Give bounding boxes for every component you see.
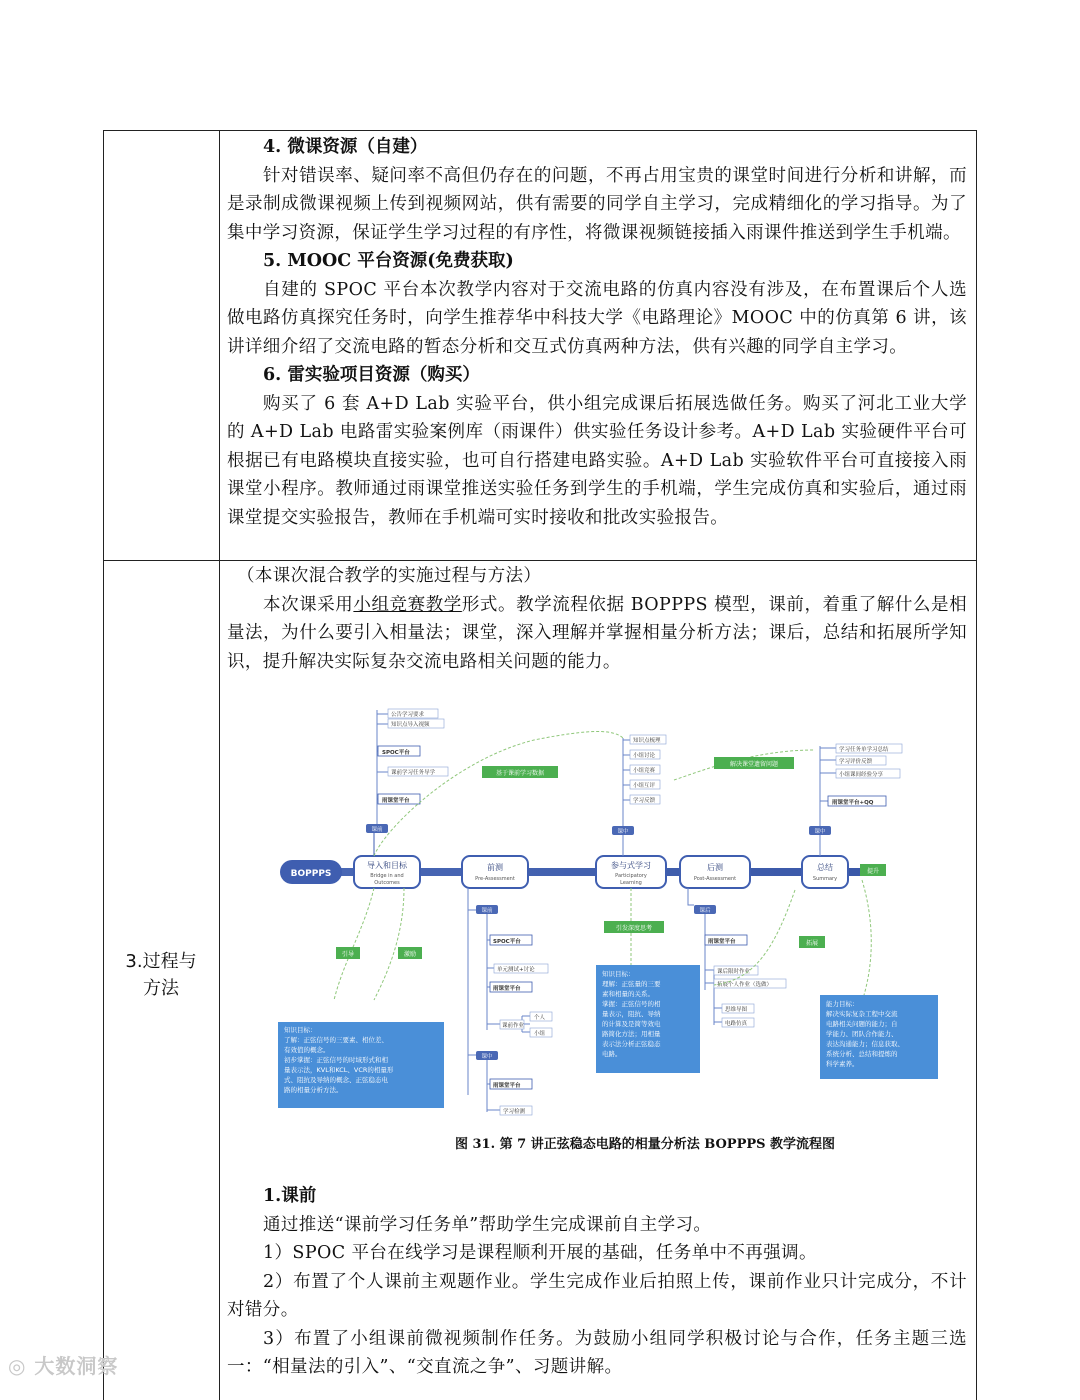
svg-text:Bridge in and: Bridge in and — [370, 873, 404, 879]
figure-caption: 图 31. 第 7 讲正弦稳态电路的相量分析法 BOPPPS 教学流程图 — [454, 1137, 836, 1152]
svg-text:Learning: Learning — [620, 880, 642, 886]
watermark — [8, 1350, 118, 1379]
process-paragraph-a: 本次课采用 — [263, 594, 354, 615]
pre-class-line-4: 3）布置了小组课前微视频制作任务。为鼓励小组同学积极讨论与合作，任务主题三选一：“相量法的引入”、“交直流之争”、习题讲解。 — [227, 1328, 967, 1377]
branch-top-5 — [809, 744, 902, 856]
heading-mooc: 5. MOOC 平台资源(免费获取) — [263, 251, 514, 271]
heading-micro-course: 4. 微课资源（自建） — [263, 137, 428, 157]
svg-text:科学素养。: 科学素养。 — [826, 1060, 859, 1068]
svg-text:课前: 课前 — [371, 827, 383, 833]
table-row-divider — [103, 560, 977, 561]
svg-text:基于课前学习数据: 基于课前学习数据 — [495, 770, 545, 777]
svg-text:导入和目标: 导入和目标 — [367, 861, 407, 870]
svg-text:个人: 个人 — [534, 1015, 546, 1021]
process-intro: （本课次混合教学的实施过程与方法） — [237, 566, 542, 586]
row-label-line2: 方法 — [143, 978, 179, 999]
svg-text:Summary: Summary — [812, 876, 838, 882]
paragraph-mooc: 自建的 SPOC 平台本次教学内容对于交流电路的仿真内容没有涉及，在布置课后个人选做电路仿真探究任务时，向学生推荐华中科技大学《电路理论》MOOC 中的仿真第 6 讲，该讲详细介绍了交流电路的暂态分析和交互式仿真两种方法，供有兴趣的同学自主学习。 — [227, 279, 967, 357]
svg-text:课中: 课中 — [814, 829, 826, 835]
svg-text:引导: 引导 — [341, 951, 355, 958]
svg-text:Participatory: Participatory — [615, 873, 647, 879]
svg-text:学习任务单学习总结: 学习任务单学习总结 — [839, 747, 889, 753]
stage-summary — [802, 856, 848, 888]
process-paragraph-b: 形式。教学流程依据 BOPPPS 模型，课前，着重了解什么是相量法，为什么要引入相量法；课堂，深入理解并掌握相量分析方法；课后，总结和拓展所学知识，提升解决实际复杂交流电路相关问题的能力。 — [227, 594, 967, 672]
svg-text:有效值的概念。: 有效值的概念。 — [284, 1046, 330, 1054]
pre-class-line-2: 1）SPOC 平台在线学习是课程顺利开展的基础，任务单中不再强调。 — [263, 1243, 817, 1263]
svg-text:表达沟通能力；信息获取、: 表达沟通能力；信息获取、 — [826, 1040, 904, 1048]
svg-text:Outcomes: Outcomes — [374, 880, 400, 886]
svg-text:解决实际复杂工程中交流: 解决实际复杂工程中交流 — [826, 1010, 898, 1018]
root-label: BOPPPS — [290, 869, 332, 879]
svg-text:系统分析、总结和提炼的: 系统分析、总结和提炼的 — [826, 1050, 898, 1058]
paragraph-lab: 购买了 6 套 A+D Lab 实验平台，供小组完成课后拓展选做任务。购买了河北工业大学的 A+D Lab 电路雷实验案例库（雨课件）供实验任务设计参考。A+D Lab 实验硬件平台可根据已有电路模块直接实验，也可自行搭建电路实验。A+D Lab 实验软件平台可直接接入雨课堂小程序。教师通过雨课堂推送实验任务到学生的手机端，学生完成仿真和实验后，通过雨课堂提交实验报告，教师在手机端可实时接收和批改实验报告。 — [227, 393, 967, 528]
svg-text:提升: 提升 — [866, 868, 880, 875]
svg-text:量表示，阻抗、导纳: 量表示，阻抗、导纳 — [602, 1010, 661, 1018]
knowledge-box-2 — [596, 965, 700, 1073]
svg-text:知识目标：: 知识目标： — [602, 970, 635, 978]
svg-text:小组互评: 小组互评 — [633, 783, 656, 789]
svg-text:总结: 总结 — [817, 863, 833, 872]
svg-text:前测: 前测 — [487, 863, 503, 872]
row-label — [103, 948, 219, 1002]
svg-text:雨课堂平台+QQ: 雨课堂平台+QQ — [832, 800, 874, 806]
svg-text:后测: 后测 — [707, 863, 723, 872]
branch-bottom-2 — [468, 888, 552, 1115]
svg-text:课后: 课后 — [699, 908, 711, 914]
watermark-text: 大数洞察 — [34, 1354, 119, 1378]
svg-text:解决课堂遗留问题: 解决课堂遗留问题 — [729, 761, 779, 768]
svg-text:电路相关问题的能力；自: 电路相关问题的能力；自 — [826, 1020, 898, 1028]
svg-text:思维导图: 思维导图 — [725, 1007, 748, 1013]
svg-text:知识点导入视频: 知识点导入视频 — [391, 722, 430, 728]
svg-text:小组讨论: 小组讨论 — [633, 753, 656, 759]
table-border-right — [976, 130, 977, 1400]
svg-text:学习检测: 学习检测 — [503, 1109, 526, 1115]
heading-lab: 6. 雷实验项目资源（购买） — [263, 365, 480, 385]
svg-text:单元测试+讨论: 单元测试+讨论 — [497, 967, 535, 973]
svg-text:拓展: 拓展 — [805, 940, 819, 947]
svg-text:Post-Assessment: Post-Assessment — [693, 876, 737, 882]
svg-text:拓展个人作业（选做）: 拓展个人作业（选做） — [717, 982, 773, 988]
watermark-logo-icon: ◎ — [8, 1354, 35, 1378]
boppps-flow-diagram — [274, 700, 944, 1120]
svg-text:小组课间经验分享: 小组课间经验分享 — [839, 772, 884, 778]
svg-text:课后限时作业: 课后限时作业 — [717, 969, 751, 975]
svg-text:小组: 小组 — [534, 1031, 546, 1037]
svg-text:初步掌握：正弦信号的时域形式和相: 初步掌握：正弦信号的时域形式和相 — [284, 1056, 388, 1064]
svg-text:SPOC平台: SPOC平台 — [493, 939, 521, 945]
pre-class-section — [227, 1182, 967, 1382]
svg-text:课前: 课前 — [481, 908, 493, 914]
svg-text:量表示法，KVL和KCL、VCR的相量形: 量表示法，KVL和KCL、VCR的相量形 — [284, 1066, 394, 1074]
resource-section — [227, 133, 967, 532]
svg-text:学习评价反馈: 学习评价反馈 — [839, 759, 873, 765]
paragraph-micro-course: 针对错误率、疑问率不高但仍存在的问题，不再占用宝贵的课堂时间进行分析和讲解，而是录制成微课视频上传到视频网站，供有需要的同学自主学习，完成精细化的学习指导。为了集中学习资源，保证学生学习过程的有序性，将微课视频链接插入雨课件推送到学生手机端。 — [227, 165, 967, 243]
svg-text:雨课堂平台: 雨课堂平台 — [493, 986, 521, 992]
row-label-line1: 3.过程与 — [125, 951, 197, 972]
svg-text:素和相量的关系。: 素和相量的关系。 — [602, 990, 654, 998]
pre-class-line-1: 通过推送“课前学习任务单”帮助学生完成课前自主学习。 — [263, 1214, 712, 1235]
svg-text:学习反馈: 学习反馈 — [633, 798, 656, 804]
svg-text:参与式学习: 参与式学习 — [611, 861, 651, 870]
svg-text:表示法分析正弦稳态: 表示法分析正弦稳态 — [602, 1040, 661, 1048]
branch-top-3 — [612, 735, 666, 856]
svg-text:学能力、团队合作能力、: 学能力、团队合作能力、 — [826, 1030, 898, 1038]
svg-text:Pre-Assessment: Pre-Assessment — [475, 876, 515, 882]
branch-bottom-4 — [688, 888, 786, 1027]
svg-text:激励: 激励 — [403, 951, 417, 958]
table-border-top — [103, 130, 977, 131]
svg-text:电路仿真: 电路仿真 — [725, 1021, 748, 1027]
svg-text:能力目标：: 能力目标： — [826, 1000, 859, 1008]
svg-text:知识目标：: 知识目标： — [284, 1026, 317, 1034]
stage-participatory — [596, 856, 666, 888]
svg-text:了解：正弦信号的三要素、相位差、: 了解：正弦信号的三要素、相位差、 — [284, 1036, 388, 1044]
svg-text:课中: 课中 — [617, 829, 629, 835]
table-column-divider — [219, 130, 220, 1400]
svg-text:的计算及是简等效电: 的计算及是简等效电 — [602, 1020, 661, 1028]
svg-text:路简化方法；用相量: 路简化方法；用相量 — [602, 1030, 661, 1038]
heading-pre-class: 1.课前 — [263, 1186, 317, 1206]
svg-text:式、阻抗及导纳的概念、正弦稳态电: 式、阻抗及导纳的概念、正弦稳态电 — [284, 1076, 388, 1084]
svg-text:电路。: 电路。 — [602, 1050, 622, 1058]
svg-text:课前学习任务导学: 课前学习任务导学 — [391, 770, 436, 776]
stage-pre-assessment — [462, 856, 528, 888]
knowledge-box-3 — [820, 995, 938, 1079]
table-border-left — [103, 130, 104, 1400]
svg-text:路的相量分析方法。: 路的相量分析方法。 — [284, 1086, 343, 1094]
process-paragraph — [227, 591, 967, 677]
svg-text:理解：正弦量的三要: 理解：正弦量的三要 — [602, 980, 661, 988]
svg-text:公告学习要求: 公告学习要求 — [391, 712, 425, 718]
svg-text:知识点梳理: 知识点梳理 — [633, 738, 661, 744]
pre-class-line-3: 2）布置了个人课前主观题作业。学生完成作业后拍照上传，课前作业只计完成分，不计对错分。 — [227, 1271, 967, 1320]
process-section — [227, 562, 967, 676]
svg-text:SPOC平台: SPOC平台 — [382, 750, 410, 756]
knowledge-box-1 — [278, 1022, 444, 1108]
svg-text:课前作业: 课前作业 — [502, 1023, 525, 1029]
process-paragraph-underlined: 小组竞赛教学 — [353, 594, 462, 615]
branch-top-1 — [366, 709, 448, 856]
svg-text:引发深度思考: 引发深度思考 — [615, 925, 653, 932]
svg-text:雨课堂平台: 雨课堂平台 — [382, 798, 410, 804]
stage-post-assessment — [680, 856, 750, 888]
svg-text:小组竞赛: 小组竞赛 — [633, 768, 656, 774]
svg-text:雨课堂平台: 雨课堂平台 — [708, 939, 736, 945]
stage-bridge-in — [354, 856, 420, 888]
svg-text:掌握：正弦信号的相: 掌握：正弦信号的相 — [602, 1000, 661, 1008]
svg-text:雨课堂平台: 雨课堂平台 — [493, 1083, 521, 1089]
svg-text:课中: 课中 — [481, 1054, 493, 1060]
